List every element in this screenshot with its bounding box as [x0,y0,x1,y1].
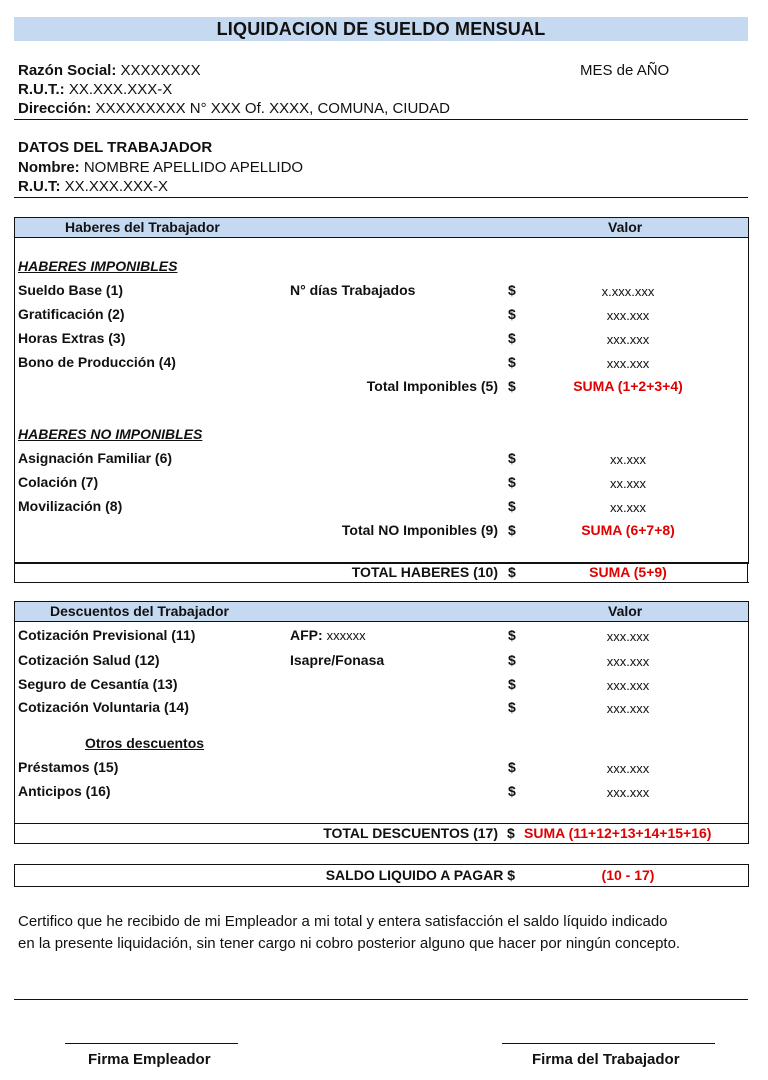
saldo-liquido-value: (10 - 17) [601,867,655,883]
no-imponible-value: xx.xxx [609,452,647,467]
worker-name-label: Nombre: [18,159,80,176]
company-rut-label: R.U.T.: [18,81,65,98]
currency-sign: $ [508,306,516,322]
total-haberes-divider [15,562,748,563]
dias-trabajados-label: N° días Trabajados [290,282,416,298]
currency-sign: $ [507,825,515,841]
descuento-label: Seguro de Cesantía (13) [18,676,178,692]
total-haberes-label: TOTAL HABERES (10) [351,564,498,580]
no-imponible-value: xx.xxx [609,476,647,491]
total-imponibles-label: Total Imponibles (5) [366,378,498,394]
descuento-value: xxx.xxx [606,701,650,716]
employer-signature-line [65,1043,238,1044]
direccion-value: XXXXXXXXX N° XXX Of. XXXX, COMUNA, CIUDAD [95,100,450,117]
currency-sign: $ [508,652,516,668]
imponible-value: xxx.xxx [606,356,650,371]
haberes-imponibles-title: HABERES IMPONIBLES [18,258,178,274]
otro-descuento-value: xxx.xxx [606,785,650,800]
worker-heading: DATOS DEL TRABAJADOR [18,139,213,156]
descuento-label: Cotización Previsional (11) [18,627,196,643]
signature-area-divider [14,999,748,1000]
total-haberes-right-edge [747,562,748,583]
company-rut-value: XX.XXX.XXX-X [68,81,173,98]
imponible-value: x.xxx.xxx [601,284,655,299]
imponible-label: Sueldo Base (1) [18,282,124,298]
divider-worker [14,197,748,198]
total-no-imponibles-label: Total NO Imponibles (9) [341,522,498,538]
currency-sign: $ [508,676,516,692]
direccion-row [18,100,450,117]
worker-rut-row [18,178,168,195]
no-imponible-label: Colación (7) [18,474,99,490]
worker-rut-value: XX.XXX.XXX-X [64,178,169,195]
document-title: LIQUIDACION DE SUELDO MENSUAL [14,17,748,41]
worker-name-value: NOMBRE APELLIDO APELLIDO [83,159,304,176]
worker-rut-label: R.U.T: [18,178,61,195]
razon-social-value: XXXXXXXX [120,62,201,79]
haberes-header-valor: Valor [608,219,643,235]
afp-value: xxxxxx [326,628,366,643]
worker-signature-label: Firma del Trabajador [532,1051,680,1068]
total-no-imponibles-value: SUMA (6+7+8) [581,522,675,538]
currency-sign: $ [508,330,516,346]
descuento-value: xxx.xxx [606,629,650,644]
currency-sign: $ [508,699,516,715]
currency-sign: $ [508,564,516,580]
total-haberes-bottom [14,582,749,583]
currency-sign: $ [508,378,516,394]
currency-sign: $ [508,522,516,538]
period-label: MES de AÑO [580,62,670,79]
imponible-value: xxx.xxx [606,332,650,347]
imponible-label: Gratificación (2) [18,306,125,322]
certification-line-2: en la presente liquidación, sin tener cargo ni cobro posterior alguno que hacer por ningún concepto. [18,935,681,952]
otros-descuentos-title: Otros descuentos [85,735,205,751]
saldo-liquido-label: SALDO LIQUIDO A PAGAR $ [325,867,515,883]
currency-sign: $ [508,474,516,490]
descuento-label: Cotización Salud (12) [18,652,160,668]
haberes-header-label: Haberes del Trabajador [65,219,220,235]
descuento-value: xxx.xxx [606,654,650,669]
descuento-value: xxx.xxx [606,678,650,693]
salud-provider-label: Isapre/Fonasa [290,652,385,668]
divider-company [14,119,748,120]
imponible-value: xxx.xxx [606,308,650,323]
imponible-label: Bono de Producción (4) [18,354,176,370]
currency-sign: $ [508,627,516,643]
currency-sign: $ [508,498,516,514]
worker-name-row [18,159,303,176]
currency-sign: $ [508,354,516,370]
razon-social-label: Razón Social: [18,62,117,79]
company-rut-row [18,81,172,98]
afp-row [290,627,366,643]
total-imponibles-value: SUMA (1+2+3+4) [573,378,683,394]
imponible-label: Horas Extras (3) [18,330,126,346]
haberes-no-imponibles-title: HABERES NO IMPONIBLES [18,426,203,442]
razon-social-row [18,62,201,79]
currency-sign: $ [508,759,516,775]
otro-descuento-label: Anticipos (16) [18,783,111,799]
currency-sign: $ [508,282,516,298]
total-haberes-left-edge [14,562,15,583]
currency-sign: $ [508,783,516,799]
currency-sign: $ [508,450,516,466]
descuentos-header-label: Descuentos del Trabajador [50,603,229,619]
certification-line-1: Certifico que he recibido de mi Empleador a mi total y entera satisfacción el saldo líquido indicado [18,913,668,930]
direccion-label: Dirección: [18,100,92,117]
total-haberes-value: SUMA (5+9) [589,564,667,580]
total-descuentos-value: SUMA (11+12+13+14+15+16) [524,825,712,841]
total-descuentos-divider [15,823,748,824]
worker-signature-line [502,1043,715,1044]
total-descuentos-label: TOTAL DESCUENTOS (17) [323,825,498,841]
otro-descuento-label: Préstamos (15) [18,759,119,775]
employer-signature-label: Firma Empleador [88,1051,211,1068]
no-imponible-label: Asignación Familiar (6) [18,450,173,466]
afp-label: AFP: [290,627,323,643]
otro-descuento-value: xxx.xxx [606,761,650,776]
descuentos-header-valor: Valor [608,603,643,619]
descuento-label: Cotización Voluntaria (14) [18,699,189,715]
no-imponible-label: Movilización (8) [18,498,123,514]
no-imponible-value: xx.xxx [609,500,647,515]
